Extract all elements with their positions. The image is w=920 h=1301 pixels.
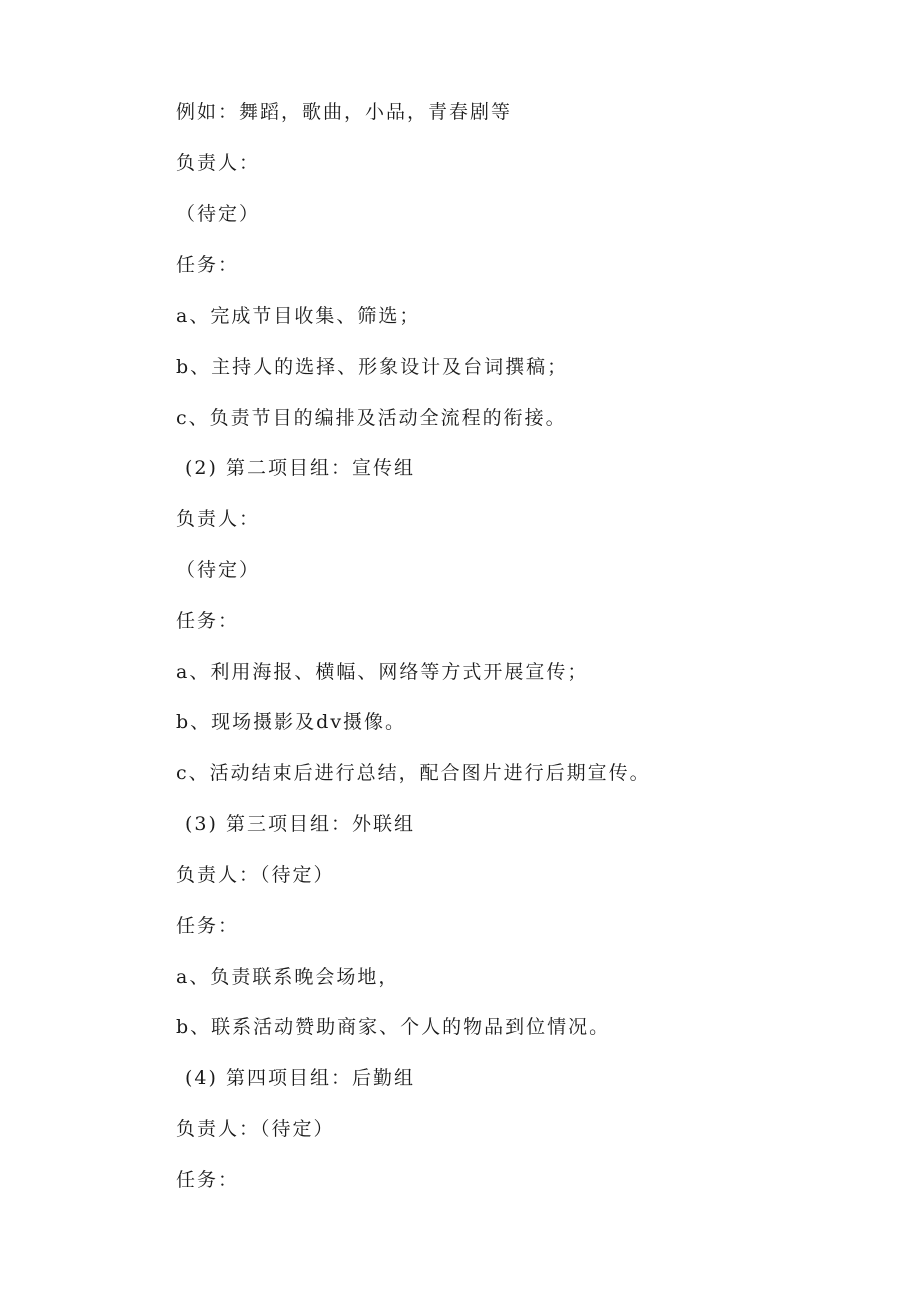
text-line-task-2b: b、现场摄影及dv摄像。 [176,711,407,733]
text-line-task-1c: c、负责节目的编排及活动全流程的衔接。 [176,407,567,429]
text-line-responsible-4: 负责人：（待定） [176,1118,335,1140]
text-line-task-1b: b、主持人的选择、形象设计及台词撰稿； [176,356,569,378]
text-line-task-3a: a、负责联系晚会场地， [176,966,400,988]
text-line-responsible-1: 负责人： [176,152,261,174]
text-line-tbd-1: （待定） [176,203,261,225]
text-line-task-3b: b、联系活动赞助商家、个人的物品到位情况。 [176,1016,611,1038]
text-line-task-4: 任务： [176,1169,240,1191]
text-line-task-3: 任务： [176,915,240,937]
text-line-example-programs: 例如：舞蹈，歌曲，小品，青春剧等 [176,101,513,123]
section-heading-publicity-group: (2) 第二项目组：宣传组 [185,457,415,479]
text-line-task-2: 任务： [176,610,240,632]
text-line-task-2a: a、利用海报、横幅、网络等方式开展宣传； [176,661,589,683]
text-line-responsible-3: 负责人：（待定） [176,864,335,886]
text-line-task-1: 任务： [176,254,240,276]
text-line-tbd-2: （待定） [176,559,261,581]
text-line-responsible-2: 负责人： [176,508,261,530]
text-line-task-2c: c、活动结束后进行总结，配合图片进行后期宣传。 [176,762,651,784]
section-heading-logistics-group: (4) 第四项目组：后勤组 [185,1067,415,1089]
text-line-task-1a: a、完成节目收集、筛选； [176,305,421,327]
section-heading-liaison-group: (3) 第三项目组：外联组 [185,813,415,835]
